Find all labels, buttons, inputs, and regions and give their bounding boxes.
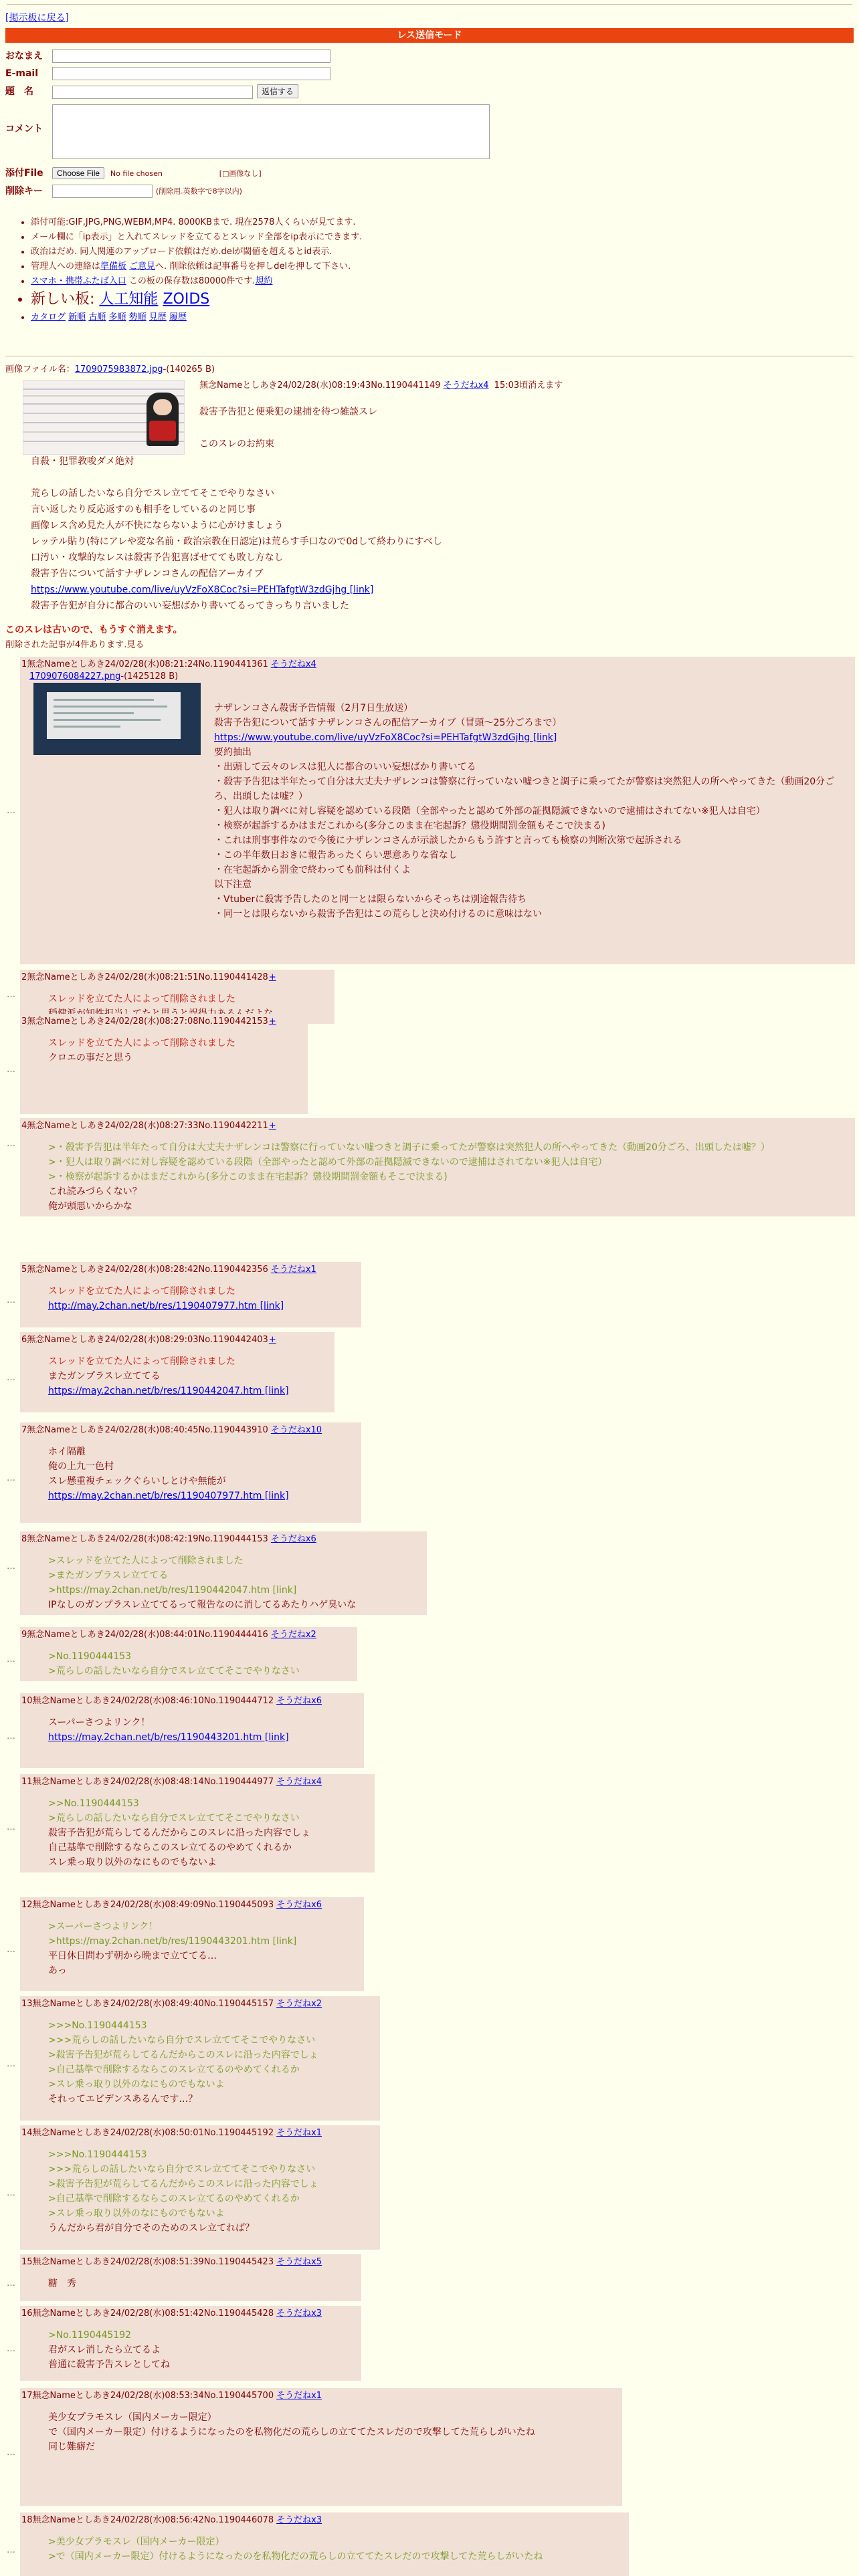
- sodane-button[interactable]: そうだねx6: [276, 1696, 322, 1706]
- op-body: [31, 453, 700, 614]
- reply-body: [20, 1545, 427, 1615]
- reply-header: 17無念Nameとしあき24/02/28(水)08:53:34No.1190445700 そうだねx1: [21, 2391, 322, 2401]
- reply-dots: …: [7, 2545, 15, 2555]
- reply-link-line: [48, 1730, 356, 1745]
- note-mobile: • スマホ・携帯ふたば入口 この板の保存数は80000件です.規約: [31, 274, 362, 289]
- send-button[interactable]: 返信する: [257, 84, 298, 98]
- most-link[interactable]: 多順: [108, 312, 126, 322]
- reply-post-13: [20, 1996, 380, 2121]
- reply-quote-line: >殺害予告犯が荒らしてるんだからこのスレに沿った内容でしょ: [48, 2050, 318, 2060]
- email-row: [5, 67, 330, 80]
- comment-label: コメント: [5, 124, 43, 134]
- subject-label: 題 名: [5, 86, 33, 97]
- sodane-button[interactable]: そうだねx1: [276, 2128, 322, 2138]
- op-file-info: 画像ファイル名：1709075983872.jpg-(140265 B): [5, 364, 215, 374]
- reply-quote-line: >・検察が起訴するかはまだこれから(多分このまま在宅起訴？懲役期間罰金額もそこで決まる): [48, 1172, 448, 1182]
- reply-link-line: [48, 1384, 326, 1398]
- reply-post-17: [20, 2388, 622, 2506]
- old-thread-warning: このスレは古いので、もうすぐ消えます。: [5, 625, 183, 635]
- reply-line: スレ懸重複チェックぐらいしとけや無能が: [48, 1476, 226, 1487]
- reply-quote-line: >>>荒らしの話したいなら自分でスレ立ててそこでやりなさい: [48, 2164, 316, 2175]
- character-face: [153, 399, 172, 415]
- reply-dots: …: [7, 1562, 15, 1572]
- op-thumbnail[interactable]: [23, 380, 185, 455]
- reply-dots: …: [7, 2278, 15, 2288]
- sodane-button[interactable]: そうだねx5: [276, 2257, 322, 2267]
- reply-line: 以下注意: [214, 879, 252, 890]
- thread-link[interactable]: https://may.2chan.net/b/res/1190407977.htm [link]: [48, 1491, 289, 1501]
- reply-mode-banner: レス送信モード: [5, 28, 854, 43]
- reply-line: スレッドを立てた人によって削除されました: [48, 994, 235, 1004]
- thumb-line: [54, 712, 134, 714]
- reply-quote-line: >https://may.2chan.net/b/res/1190443201.htm [link]: [48, 1936, 297, 1947]
- reply-dots: …: [7, 1654, 15, 1665]
- reply-post-18: [20, 2512, 629, 2576]
- youtube-link[interactable]: https://www.youtube.com/live/uyVzFoX8Coc?si=PEHTafgtW3zdGjhg [link]: [31, 584, 374, 595]
- note-catalog-links: [31, 310, 362, 325]
- sodane-plus-button[interactable]: +: [268, 1016, 276, 1027]
- reply-line: スレ乗っ取り以外のなにものでもないよ: [48, 1857, 217, 1868]
- reply-quote-line: >No.1190444153: [48, 1651, 132, 1662]
- note-politics: • 政治はだめ. 同人関連のアップロード依頼はだめ.delが閾値を超えるとid表示.: [31, 245, 362, 259]
- op-line: レッテル貼り(特にアレや変な名前・政治宗教在日認定)は荒らす手口なので0dして終わりにすべし: [31, 536, 443, 547]
- reply-body: [20, 1707, 364, 1747]
- comment-row: [5, 104, 490, 159]
- reply-header: 9無念Nameとしあき24/02/28(水)08:44:01No.1190444416 そうだねx2: [21, 1630, 316, 1640]
- op-body-top: [199, 404, 377, 452]
- reply-line: ホイ隔離: [48, 1446, 86, 1457]
- sodane-button[interactable]: そうだねx2: [270, 1630, 316, 1640]
- reply-header: 7無念Nameとしあき24/02/28(水)08:40:45No.1190443910 そうだねx10: [21, 1425, 322, 1435]
- op-file-link[interactable]: 1709075983872.jpg: [74, 364, 163, 374]
- reply-line: 俺が頭悪いからかな: [48, 1201, 132, 1212]
- reply-post-4: [20, 1118, 855, 1216]
- op-line: [31, 469, 700, 486]
- delkey-input[interactable]: [52, 185, 153, 198]
- reply-line: スレッドを立てた人によって削除されました: [48, 1356, 235, 1367]
- catalog-link[interactable]: カタログ: [31, 312, 66, 322]
- reply-line: ・検察が起訴するかはまだこれから(多分このまま在宅起訴？懲役期間罰金額もそこで決まる): [214, 821, 605, 831]
- sodane-button[interactable]: そうだねx6: [270, 1534, 316, 1544]
- oldest-link[interactable]: 古順: [88, 312, 106, 322]
- reply-file-info: 1709076084227.png-(1425128 B): [29, 671, 179, 681]
- reply-quote-line: >荒らしの話したいなら自分でスレ立ててそこでやりなさい: [48, 1666, 300, 1677]
- reply-post-8: [20, 1531, 427, 1615]
- reply-quote-line: >荒らしの話したいなら自分でスレ立ててそこでやりなさい: [48, 1813, 300, 1824]
- reply-post-5: [20, 1262, 361, 1327]
- reply-dots: …: [7, 1295, 15, 1305]
- reply-line: 同じ難癖だ: [48, 2442, 95, 2452]
- reply-quote-line: >・犯人は取り調べに対し容疑を認めている段階（全部やったと認めて外部の証拠隠滅できないので逮捕はされてない※犯人は自宅）: [48, 1157, 607, 1168]
- reply-post-14: [20, 2125, 380, 2250]
- reply-file-link[interactable]: 1709076084227.png: [29, 671, 121, 681]
- op-line: 自殺・犯罪教唆ダメ絶対: [31, 456, 134, 467]
- reply-quote-line: >>>荒らしの話したいなら自分でスレ立ててそこでやりなさい: [48, 2035, 316, 2046]
- op-line: 殺害予告犯が自分に都合のいい妄想ばかり書いてるってきっちり言いました: [31, 601, 349, 611]
- reply-line: 要約抽出: [214, 747, 252, 758]
- reply-post-16: [20, 2306, 361, 2381]
- reply-line: 君がスレ消したら立てるよ: [48, 2345, 161, 2355]
- rules-link[interactable]: 規約: [255, 276, 273, 286]
- note-ip-display: • メール欄に「ip表示」と入れてスレッドを立てるとスレッド全部をip表示にできます.: [31, 230, 362, 245]
- reply-dots: …: [7, 2059, 15, 2069]
- reply-header: 16無念Nameとしあき24/02/28(水)08:51:42No.1190445428 そうだねx3: [21, 2309, 322, 2319]
- sodane-button[interactable]: そうだねx4: [276, 1777, 322, 1787]
- note-contact: • 管理人への連絡は準備板 ご意見へ. 削除依頼は記事番号を押しdelを押して下さい.: [31, 259, 362, 274]
- comment-textarea[interactable]: [52, 104, 490, 159]
- email-input[interactable]: [52, 67, 330, 80]
- reply-body: [20, 2402, 622, 2457]
- reply-line: で（国内メーカー限定）付けるようになったのを私物化だの荒らしの立ててたスレだので攻撃してた荒らしがいたね: [48, 2427, 535, 2438]
- back-to-board-link[interactable]: [掲示板に戻る]: [5, 13, 69, 23]
- reply-line: ・殺害予告犯は半年たって自分は大丈夫ナザレンコは警察に行っていない嘘つきと調子に乗ってたが警察は突然犯人の所へやってきた（動画20分ごろ、出頭したは嘘？）: [214, 776, 835, 802]
- reply-line: ・在宅起訴から罰金で終わっても前科は付くよ: [214, 865, 411, 875]
- op-line: 画像レス含め見た人が不快にならないように心がけましょう: [31, 520, 284, 531]
- op-header: 無念Nameとしあき24/02/28(水)08:19:43No.1190441149 そうだねx4 15:03頃消えます: [199, 381, 563, 391]
- reply-body: [20, 1641, 357, 1681]
- reply-line: クロエの事だと思う: [48, 1053, 132, 1063]
- reply-thumbnail[interactable]: [33, 683, 201, 755]
- reply-header: 12無念Nameとしあき24/02/28(水)08:49:09No.1190445093 そうだねx6: [21, 1900, 322, 1910]
- reply-body: [20, 2320, 361, 2375]
- reply-link-line: [48, 1299, 353, 1313]
- thumb-line: [23, 389, 184, 390]
- sodane-button[interactable]: そうだねx1: [276, 2391, 322, 2401]
- reply-quote-line: >自己基準で削除するならこのスレ立てるのやめてくれるか: [48, 2193, 300, 2204]
- subject-row: [5, 84, 298, 99]
- reply-line: IPなしのガンプラスレ立ててるって報告なのに消してるあたりハゲ臭いな: [48, 1600, 357, 1610]
- reply-post-1: [20, 657, 855, 964]
- reply-body: [20, 2139, 380, 2238]
- reply-line: スレッドを立てた人によって削除されました: [48, 1038, 235, 1049]
- op-line: 口汚い・攻撃的なレスは殺害予告犯喜ばせてても敗し方なし: [31, 552, 284, 563]
- reply-post-6: [20, 1332, 335, 1412]
- name-label: おなまえ: [5, 50, 43, 62]
- reply-dots: …: [7, 990, 15, 1000]
- reply-quote-line: >スレ乗っ取り以外のなにものでもないよ: [48, 2208, 225, 2219]
- mobile-entry-link[interactable]: スマホ・携帯ふたば入口: [31, 276, 126, 286]
- sodane-button[interactable]: そうだねx1: [270, 1265, 316, 1275]
- subject-input[interactable]: [52, 86, 253, 99]
- op-line: 言い返したり反応返すのも相手をしているのと同じ事: [31, 504, 256, 515]
- deleted-posts-note[interactable]: 削除された記事が4件あります.見る: [5, 640, 145, 650]
- op-link-line: [31, 582, 700, 598]
- reply-header: 11無念Nameとしあき24/02/28(水)08:48:14No.1190444977 そうだねx4: [21, 1777, 322, 1787]
- reply-quote-line: >>>No.1190444153: [48, 2020, 147, 2031]
- reply-post-3: [20, 1014, 308, 1114]
- reply-line: スレッドを立てた人によって削除されました: [48, 1286, 235, 1297]
- thread-link[interactable]: https://may.2chan.net/b/res/1190442047.htm [link]: [48, 1386, 289, 1396]
- reply-line: それってエビデンスあるんです…？: [48, 2094, 198, 2105]
- reply-quote-line: >自己基準で削除するならこのスレ立てるのやめてくれるか: [48, 2064, 300, 2075]
- sodane-button[interactable]: そうだねx6: [276, 1900, 322, 1910]
- reply-quote-line: >美少女プラモスレ（国内メーカー限定）: [48, 2537, 225, 2547]
- reply-quote-line: >スレ乗っ取り以外のなにものでもないよ: [48, 2079, 225, 2090]
- thumb-line: [54, 706, 167, 708]
- reply-dots: …: [7, 1731, 15, 1741]
- reply-body: [20, 1132, 855, 1216]
- reply-line: 俺の上九一色村: [48, 1461, 114, 1472]
- newest-link[interactable]: 新順: [68, 312, 86, 322]
- delkey-note: (削除用.英数字で8字以内): [155, 187, 242, 196]
- reply-line: 平日休日問わず朝から晩まで立ててる…: [48, 1951, 217, 1961]
- reply-post-15: [20, 2254, 361, 2301]
- reply-header: 15無念Nameとしあき24/02/28(水)08:51:39No.1190445423 そうだねx5: [21, 2257, 322, 2267]
- reply-link-line: [214, 730, 850, 745]
- youtube-link[interactable]: https://www.youtube.com/live/uyVzFoX8Coc?si=PEHTafgtW3zdGjhg [link]: [214, 732, 557, 743]
- email-label: E-mail: [5, 68, 39, 79]
- reply-quote-line: >殺害予告犯が荒らしてるんだからこのスレに沿った内容でしょ: [48, 2179, 318, 2189]
- reply-dots: …: [7, 1945, 15, 1955]
- reply-post-9: [20, 1627, 357, 1681]
- reply-line: あっ: [48, 1965, 67, 1976]
- reply-quote-line: >またガンプラスレ立ててる: [48, 1570, 169, 1581]
- choose-file-button[interactable]: Choose File: [52, 167, 104, 179]
- reply-line: ナザレンコさん殺害予告情報（2月7日生放送）: [214, 703, 413, 714]
- sodane-button[interactable]: そうだねx2: [276, 1999, 322, 2009]
- sodane-plus-button[interactable]: +: [268, 972, 276, 982]
- name-row: [5, 49, 330, 63]
- reply-header: 13無念Nameとしあき24/02/28(水)08:49:40No.1190445157 そうだねx2: [21, 1999, 322, 2009]
- sodane-plus-button[interactable]: +: [268, 1335, 276, 1345]
- reply-dots: …: [7, 1065, 15, 1075]
- reply-header: 6無念Nameとしあき24/02/28(水)08:29:03No.1190442403+: [21, 1335, 276, 1345]
- reply-body: [20, 1436, 361, 1506]
- reply-line: うんだから君が自分でそのためのスレ立てれば？: [48, 2223, 254, 2234]
- op-line: 殺害予告について話すナザレンコさんの配信アーカイブ: [31, 568, 264, 579]
- reply-body: [20, 1788, 375, 1872]
- new-board-zoids-link[interactable]: ZOIDS: [163, 291, 210, 308]
- reply-body: [214, 698, 858, 926]
- reply-quote-line: >>>No.1190444153: [48, 2149, 147, 2160]
- reply-quote-line: >スーパーさつよリンク！: [48, 1921, 159, 1932]
- reply-post-10: [20, 1693, 364, 1768]
- reply-line: ・この半年数日おきに報告あったくらい悪意ありな省なし: [214, 850, 458, 861]
- opinion-link[interactable]: ご意見: [129, 261, 156, 272]
- reply-line: またガンプラスレ立ててる: [48, 1371, 161, 1382]
- op-line: [199, 420, 377, 436]
- reply-line: ・犯人は取り調べに対し容疑を認めている段階（全部やったと認めて外部の証拠隠滅できないので逮捕はされてない※犯人は自宅）: [214, 806, 765, 817]
- expire-time: 15:03頃消えます: [494, 381, 563, 391]
- reply-link-line: [48, 1489, 353, 1503]
- sodane-plus-button[interactable]: +: [268, 1121, 276, 1131]
- top-divider: [7, 4, 852, 5]
- reply-header: 5無念Nameとしあき24/02/28(水)08:28:42No.1190442356 そうだねx1: [21, 1265, 316, 1275]
- reply-dots: …: [7, 2448, 15, 2458]
- reply-line: 殺害予告犯について話すナザレンコさんの配信アーカイブ（冒頭〜25分ごろまで）: [214, 718, 562, 728]
- reply-dots: …: [7, 1822, 15, 1832]
- reply-body: [20, 1276, 361, 1316]
- reply-body: [20, 1346, 335, 1401]
- sodane-button[interactable]: そうだねx3: [276, 2309, 322, 2319]
- note-new-boards: • 新しい板: 人工知能 ZOIDS: [31, 289, 362, 310]
- reply-line: 普通に殺害予告スレとしてね: [48, 2359, 170, 2370]
- sodane-button[interactable]: そうだねx10: [270, 1425, 322, 1435]
- prep-board-link[interactable]: 準備板: [100, 261, 127, 272]
- reply-header: 18無念Nameとしあき24/02/28(水)08:56:42No.1190446078 そうだねx3: [21, 2515, 322, 2525]
- reply-header: 4無念Nameとしあき24/02/28(水)08:27:33No.1190442211+: [21, 1121, 276, 1131]
- reply-line: スーパーさつよリンク！: [48, 1717, 151, 1728]
- reply-line: 糖 秀: [48, 2278, 76, 2289]
- history-link[interactable]: 履歴: [169, 312, 187, 322]
- reply-line: これ読みづらくない？: [48, 1186, 142, 1197]
- reply-line: ・Vtuberに殺害予告したのと同一とは限らないからそっちは別途報告待ち: [214, 894, 527, 905]
- reply-header: 8無念Nameとしあき24/02/28(水)08:42:19No.1190444153 そうだねx6: [21, 1534, 316, 1544]
- board-notes: [31, 215, 362, 325]
- reply-header: 3無念Nameとしあき24/02/28(水)08:27:08No.1190442153+: [21, 1016, 276, 1027]
- reply-dots: …: [7, 1139, 15, 1149]
- delkey-label: 削除キー: [5, 185, 43, 197]
- reply-header: 10無念Nameとしあき24/02/28(水)08:46:10No.1190444712 そうだねx6: [21, 1696, 322, 1706]
- op-line: 荒らしの話したいなら自分でスレ立ててそこでやりなさい: [31, 488, 274, 499]
- reply-line: ・同一とは限らないから殺害予告犯はこの荒らしと決め付けるのに意味はない: [214, 909, 542, 920]
- sodane-button[interactable]: そうだねx4: [443, 381, 489, 391]
- reply-dots: …: [7, 2344, 15, 2354]
- reply-dots: …: [7, 1473, 15, 1483]
- reply-line: 殺害予告犯が荒らしてるんだからこのスレに沿った内容でしょ: [48, 1828, 310, 1838]
- reply-quote-line: >スレッドを立てた人によって削除されました: [48, 1555, 244, 1566]
- no-image-checkbox[interactable]: [□画像なし]: [219, 169, 262, 178]
- thumb-line: [54, 699, 154, 701]
- reply-line: 自己基準で削除するならこのスレ立てるのやめてくれるか: [48, 1842, 292, 1853]
- reply-body: [20, 1911, 364, 1981]
- reply-body: [20, 2527, 629, 2567]
- reply-body: [20, 2268, 361, 2294]
- thumb-screen: [47, 692, 181, 739]
- reply-body: [20, 2010, 380, 2109]
- viewed-link[interactable]: 見歴: [149, 312, 167, 322]
- op-line: このスレのお約束: [199, 439, 274, 449]
- delkey-row: [5, 185, 242, 198]
- reply-post-12: [20, 1897, 364, 1991]
- file-label: 添付File: [5, 168, 43, 179]
- reply-quote-line: >>No.1190444153: [48, 1798, 139, 1809]
- reply-header: 14無念Nameとしあき24/02/28(水)08:50:01No.1190445192 そうだねx1: [21, 2128, 322, 2138]
- new-board-ai-link[interactable]: 人工知能: [99, 291, 159, 308]
- reply-header: 1無念Nameとしあき24/02/28(水)08:21:24No.1190441361 そうだねx4: [21, 659, 316, 669]
- thumb-line: [54, 726, 120, 728]
- reply-dots: …: [7, 1373, 15, 1383]
- name-input[interactable]: [52, 49, 330, 63]
- thumb-line: [54, 719, 161, 721]
- reply-quote-line: >No.1190445192: [48, 2330, 132, 2341]
- note-file-types: • 添付可能:GIF,JPG,PNG,WEBM,MP4. 8000KBまで. 現在2578人くらいが見てます.: [31, 215, 362, 230]
- file-row: [5, 167, 262, 180]
- reply-post-7: [20, 1422, 361, 1523]
- thread-link[interactable]: https://may.2chan.net/b/res/1190443201.htm [link]: [48, 1732, 289, 1743]
- reply-quote-line: >・殺害予告犯は半年たって自分は大丈夫ナザレンコは警察に行っていない嘘つきと調子に乗ってたが警察は突然犯人の所へやってきた（動画20分ごろ、出頭したは嘘？）: [48, 1142, 770, 1153]
- thread-link[interactable]: http://may.2chan.net/b/res/1190407977.htm [link]: [48, 1301, 284, 1311]
- reply-quote-line: >で（国内メーカー限定）付けるようになったのを私物化だの荒らしの立ててたスレだので攻撃してた荒らしがいたね: [48, 2551, 543, 2562]
- reply-body: [20, 1028, 308, 1068]
- reply-line: ・出頭して云々のレスは犯人に都合のいい妄想ばかり書いてる: [214, 762, 476, 772]
- reply-post-11: [20, 1774, 375, 1872]
- reply-dots: …: [7, 806, 15, 816]
- reply-line: ・これは刑事事件なので今後にナザレンコさんが示談したからもう許すと言っても検察の判断次第で起訴される: [214, 835, 682, 846]
- no-file-text: No file chosen: [110, 169, 163, 178]
- reply-quote-line: >https://may.2chan.net/b/res/1190442047.htm [link]: [48, 1585, 297, 1596]
- sodane-button[interactable]: そうだねx3: [276, 2515, 322, 2525]
- op-line: 殺害予告犯と便乗犯の逮捕を待つ雑談スレ: [199, 407, 377, 417]
- character-outfit: [149, 421, 176, 441]
- reply-line: 美少女プラモスレ（国内メーカー限定）: [48, 2412, 217, 2423]
- sodane-button[interactable]: そうだねx4: [270, 659, 316, 669]
- reply-dots: …: [7, 2188, 15, 2198]
- reply-header: 2無念Nameとしあき24/02/28(水)08:21:51No.1190441428+: [21, 972, 276, 982]
- momentum-link[interactable]: 勢順: [128, 312, 147, 322]
